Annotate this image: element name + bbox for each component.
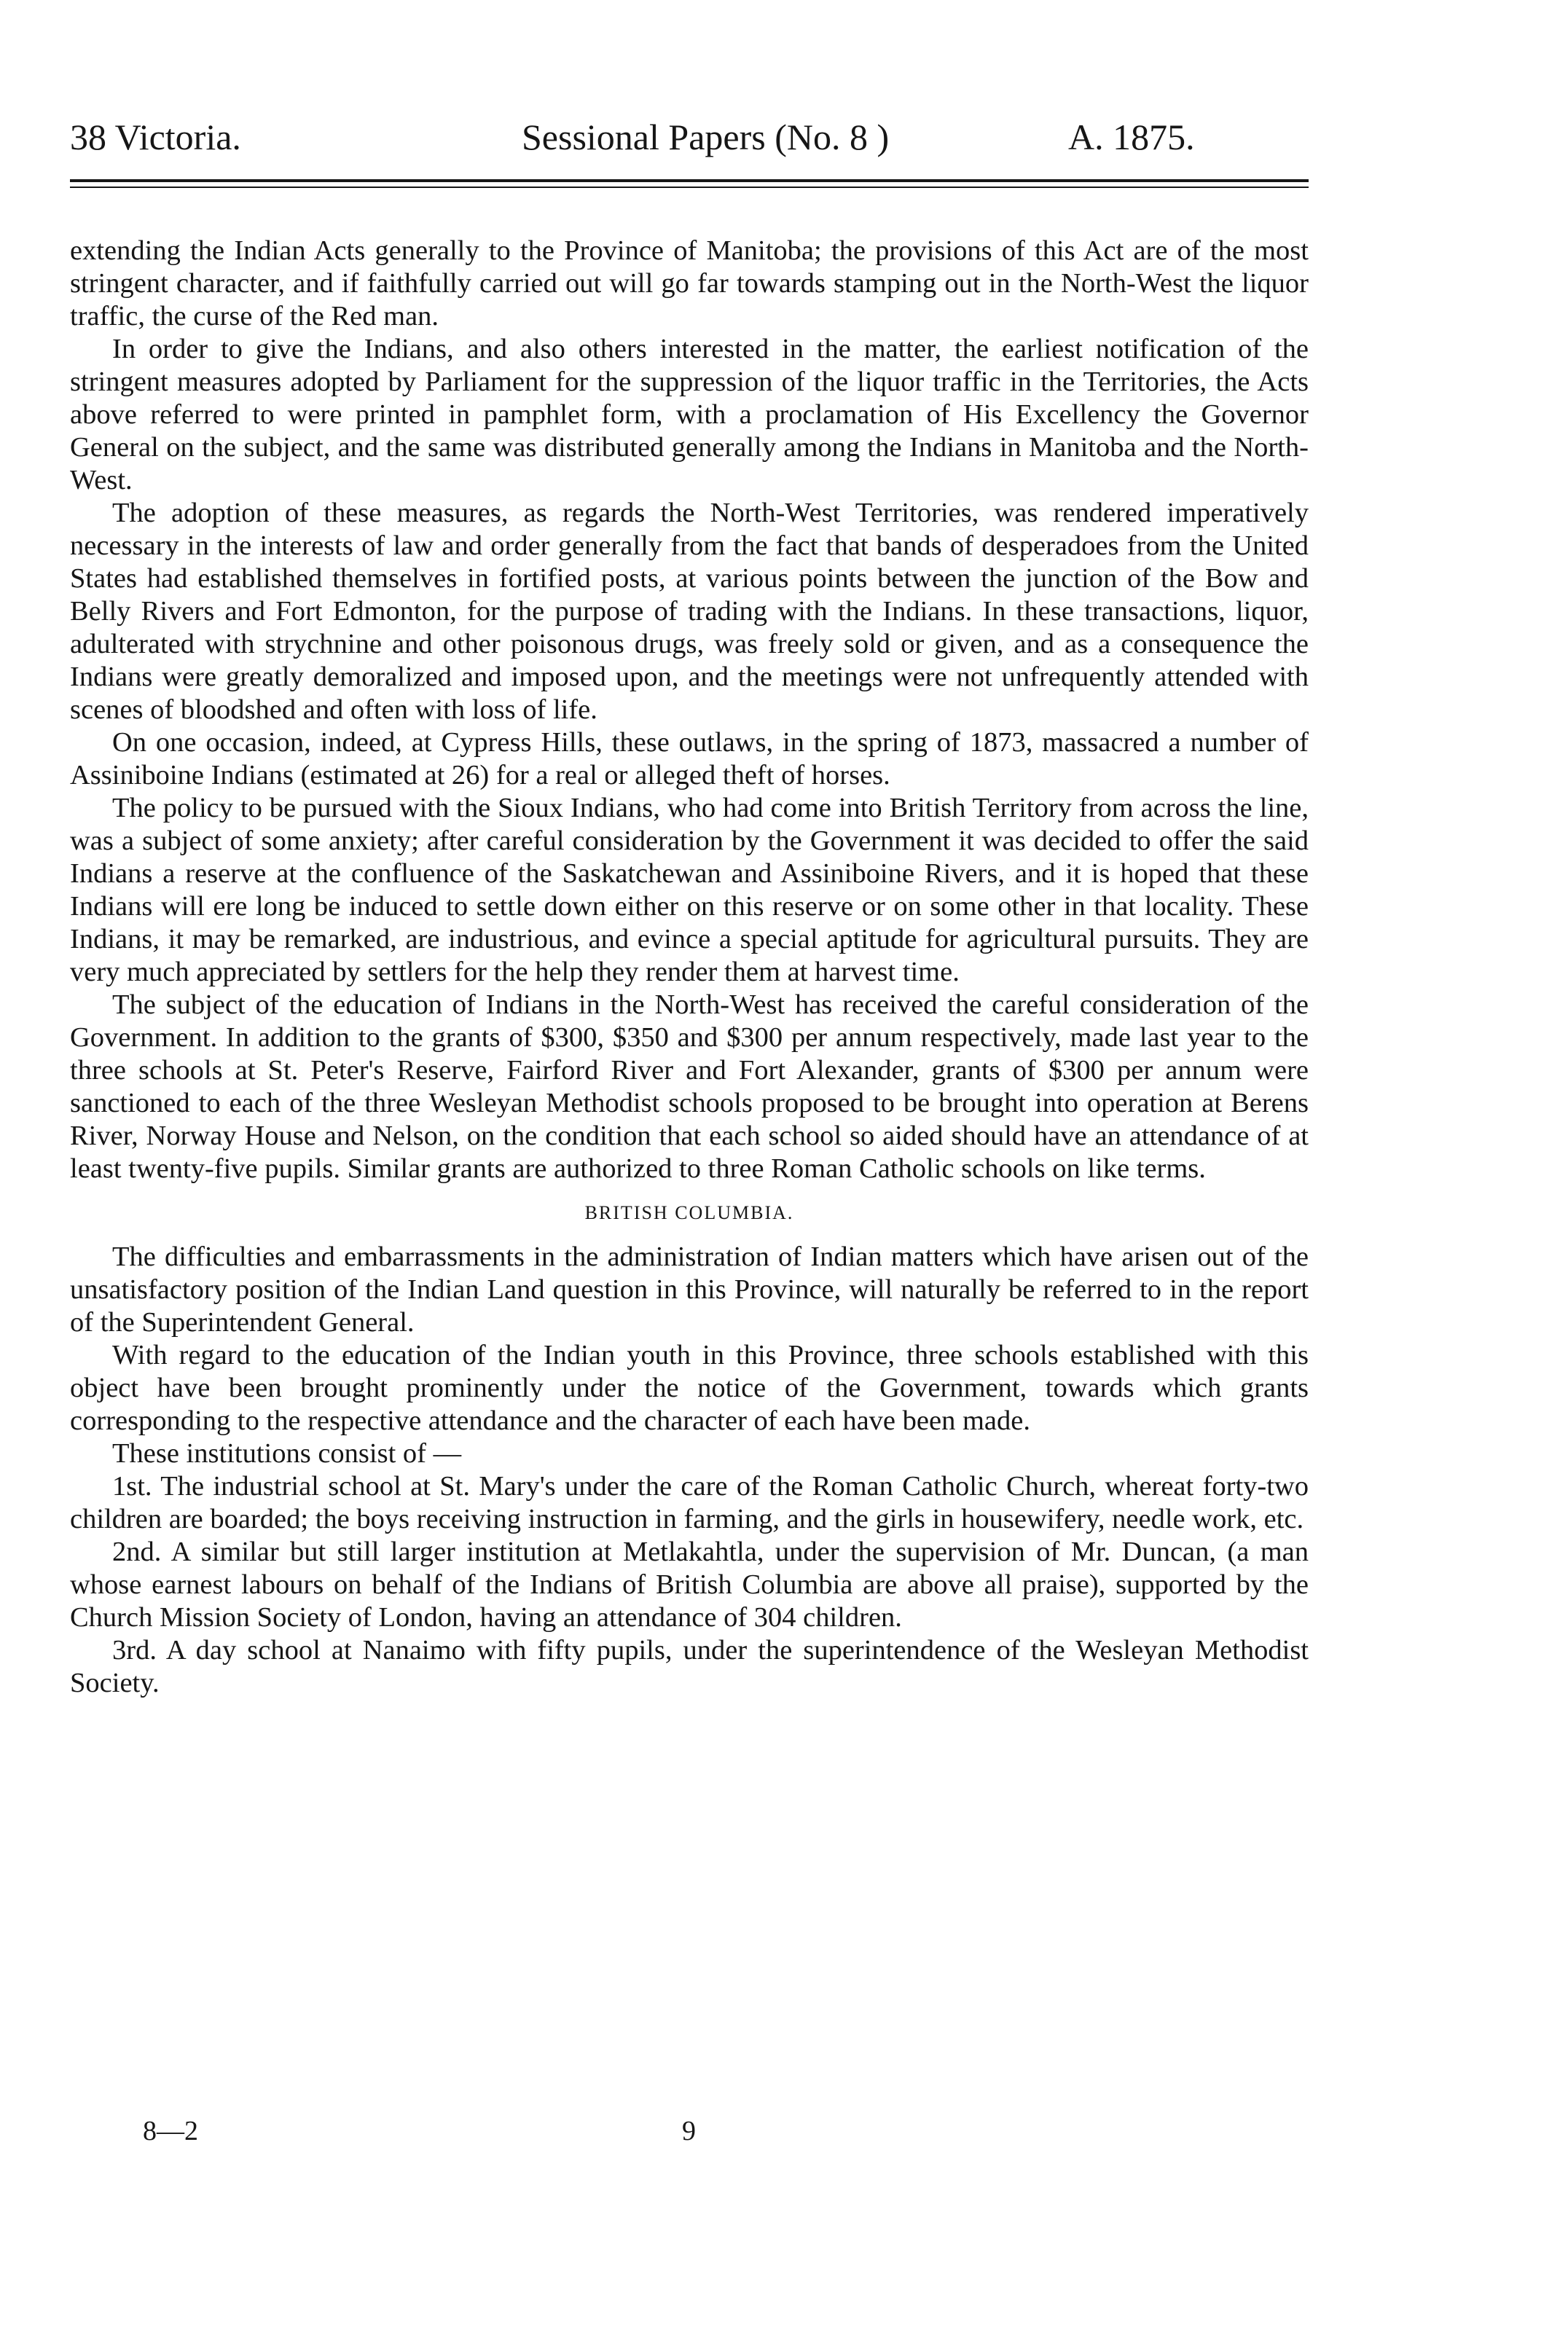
header-year: A. 1875. (1068, 117, 1195, 157)
paragraph: extending the Indian Acts generally to the Province of Manitoba; the provisions of this Act are of the most stringent character, and if faithfully carried out will go far towards stamping out in the North-West the liquor traffic, the curse of the Red man. (70, 235, 1309, 332)
paragraph: On one occasion, indeed, at Cypress Hills, these outlaws, in the spring of 1873, massacred a number of Assiniboine Indians (estimated at 26) for a real or alleged theft of horses. (70, 727, 1309, 790)
list-item: 3rd. A day school at Nanaimo with fifty pupils, under the superintendence of the Wesleyan Methodist Society. (70, 1635, 1309, 1698)
paragraph: The subject of the education of Indians in the North-West has received the careful consideration of the Government. In addition to the grants of $300, $350 and $300 per annum respectively, made last year to the three schools at St. Peter's Reserve, Fairford River and Fort Alexander, grants of $300 per annum were sanctioned to each of the three Wesleyan Methodist schools proposed to be brought into operation at Berens River, Norway House and Nelson, on the condition that each school so aided should have an attendance of at least twenty-five pupils. Similar grants are authorized to three Roman Catholic schools on like terms. (70, 989, 1309, 1184)
list-item: 1st. The industrial school at St. Mary's under the care of the Roman Catholic Church, whereat forty-two children are boarded; the boys receiving instruction in farming, and the girls in housewifery, needle work, etc. (70, 1471, 1309, 1534)
paragraph: The difficulties and embarrassments in the administration of Indian matters which have arisen out of the unsatisfactory position of the Indian Land question in this Province, will naturally be referred to in the report of the Superintendent General. (70, 1241, 1309, 1338)
header-title: Sessional Papers (No. 8 ) (522, 117, 890, 157)
paragraph: These institutions consist of — (112, 1438, 462, 1469)
page-header (70, 108, 1309, 166)
header-rule-thin (70, 187, 1309, 188)
header-rule-thick (70, 179, 1309, 182)
list-item: 2nd. A similar but still larger institution at Metlakahtla, under the supervision of Mr. Duncan, (a man whose earnest labours on behalf of the Indians of British Columbia are above all praise), supported by the Church Mission Society of London, having an attendance of 304 children. (70, 1537, 1309, 1633)
page-number: 9 (682, 2116, 696, 2146)
paragraph: With regard to the education of the Indian youth in this Province, three schools established with this object have been brought prominently under the notice of the Government, towards which grants corresponding to the respective attendance and the character of each have been made. (70, 1340, 1309, 1436)
header-volume: 38 Victoria. (70, 117, 241, 157)
paragraph: In order to give the Indians, and also others interested in the matter, the earliest notification of the stringent measures adopted by Parliament for the suppression of the liquor traffic in the Territories, the Acts above referred to were printed in pamphlet form, with a proclamation of His Excellency the Governor General on the subject, and the same was distributed generally among the Indians in Manitoba and the North-West. (70, 334, 1309, 495)
body-text (70, 235, 1309, 1700)
paragraph: The adoption of these measures, as regards the North-West Territories, was rendered imperatively necessary in the interests of law and order generally from the fact that bands of desperadoes from the United States had established themselves in fortified posts, at various points between the junction of the Bow and Belly Rivers and Fort Edmonton, for the purpose of trading with the Indians. In these transactions, liquor, adulterated with strychnine and other poisonous drugs, was freely sold or given, and as a consequence the Indians were greatly demoralized and imposed upon, and the meetings were not unfrequently attended with scenes of bloodshed and often with loss of life. (70, 498, 1309, 725)
page-footer (70, 2113, 1309, 2149)
paragraph: The policy to be pursued with the Sioux Indians, who had come into British Territory from across the line, was a subject of some anxiety; after careful consideration by the Government it was decided to offer the said Indians a reserve at the confluence of the Saskatchewan and Assiniboine Rivers, and it is hoped that these Indians will ere long be induced to settle down either on this reserve or on some other in that locality. These Indians, it may be remarked, are industrious, and evince a special aptitude for agricultural pursuits. They are very much appreciated by settlers for the help they render them at harvest time. (70, 793, 1309, 987)
section-heading: BRITISH COLUMBIA. (584, 1202, 794, 1223)
signature-mark: 8—2 (143, 2116, 198, 2146)
